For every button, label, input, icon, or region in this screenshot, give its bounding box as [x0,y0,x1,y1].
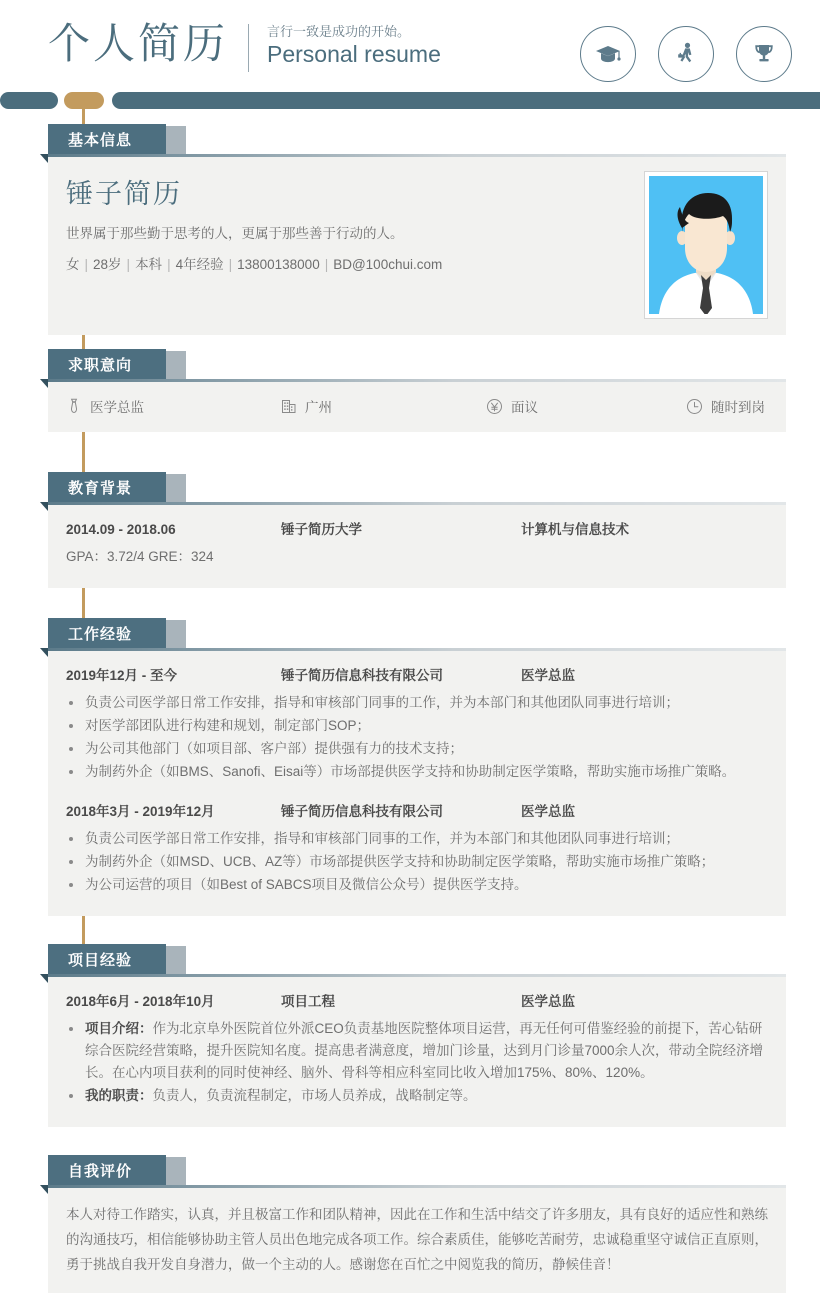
section-tab [166,351,186,379]
candidate-meta [66,254,442,276]
section-title-project: 项目经验 [68,951,133,969]
basic-info-text [66,171,442,276]
meta-phone: 13800138000 [237,257,320,272]
section-work-experience [0,618,820,916]
page-header [0,0,820,90]
section-basic-info [0,124,820,335]
section-tab [166,1157,186,1185]
work-role: 医学总监 [521,668,575,683]
section-title-evaluation: 自我评价 [68,1162,133,1180]
meta-gender: 女 [66,257,80,272]
ribbon-fold [40,974,48,983]
tie-icon [66,398,82,415]
section-title-work: 工作经验 [68,625,133,643]
divider-segment-left [0,92,58,109]
section-ribbon [48,944,166,974]
intent-city [281,396,486,416]
header-title-group [48,18,441,72]
avatar-photo [649,176,763,314]
intent-availability [686,396,765,416]
list-item [66,1018,768,1084]
intent-salary-label: 面议 [511,400,538,415]
meta-email: BD@100chui.com [333,257,443,272]
section-project-experience [0,944,820,1127]
education-school: 锤子简历大学 [281,522,362,537]
education-major: 计算机与信息技术 [521,522,629,537]
clock-icon [686,398,703,415]
meta-separator: | [84,257,89,272]
list-item: 负责公司医学部日常工作安排，指导和审核部门同事的工作，并为本部门和其他团队同事进行培训； [66,828,768,850]
section-self-evaluation [0,1155,820,1293]
project-bullet-text: 作为北京阜外医院首位外派CEO负责基地医院整体项目运营，再无任何可借鉴经验的前提下，苦心钻研综合医院经营策略，提升医院知名度。提高患者满意度，增加门诊量，达到月门诊量7000余人次，带动全院经济增长。在心内项目获利的同时使神经、脑外、骨科等相应科室同比收入增加175%、80%、120%。 [85,1021,764,1080]
header-subtitle-group [267,18,441,68]
building-icon [281,398,297,415]
section-body-work [48,651,786,916]
header-icon-group [580,26,792,82]
section-title-basic: 基本信息 [68,131,133,149]
ribbon-fold [40,502,48,511]
meta-separator: | [228,257,233,272]
section-body-education [48,505,786,588]
section-header-project [48,944,786,974]
section-tab [166,126,186,154]
section-header-education [48,472,786,502]
candidate-motto: 世界属于那些勤于思考的人，更属于那些善于行动的人。 [66,226,404,241]
intent-city-label: 广州 [305,400,332,415]
section-tab [166,946,186,974]
header-divider-bar [0,92,820,109]
project-bullet-label: 我的职责： [85,1088,153,1103]
trophy-icon [736,26,792,82]
list-item: 为公司运营的项目（如Best of SABCS项目及微信公众号）提供医学支持。 [66,874,768,896]
list-item: 为公司其他部门（如项目部、客户部）提供强有力的技术支持； [66,738,768,760]
ribbon-fold [40,154,48,163]
meta-separator: | [126,257,131,272]
section-ribbon [48,124,166,154]
intent-position [66,396,281,416]
self-evaluation-text: 本人对待工作踏实，认真，并且极富工作和团队精神，因此在工作和生活中结交了许多朋友，具有良好的适应性和熟练的沟通技巧，相信能够协助主管人员出色地完成各项工作。综合素质佳，能够吃苦耐劳，忠诚稳重坚守诚信正直原则，勇于挑战自我开发自身潜力，做一个主动的人。感谢您在百忙之中阅览我的简历，静候佳音！ [66,1207,768,1272]
list-item: 负责公司医学部日常工作安排，指导和审核部门同事的工作，并为本部门和其他团队同事进行培训； [66,692,768,714]
project-bullet-label: 项目介绍： [85,1021,153,1036]
section-header-basic [48,124,786,154]
work-bullet-list [66,692,768,783]
project-entry [66,991,768,1107]
ribbon-fold [40,648,48,657]
intent-availability-label: 随时到岗 [711,400,765,415]
section-body-basic [48,157,786,335]
project-role: 医学总监 [521,994,575,1009]
candidate-name: 锤子简历 [66,179,182,209]
project-date: 2018年6月 - 2018年10月 [66,994,215,1009]
list-item: 对医学部团队进行构建和规划，制定部门SOP； [66,715,768,737]
education-entry [66,519,768,568]
education-date: 2014.09 - 2018.06 [66,522,176,537]
meta-age: 28岁 [93,257,122,272]
section-ribbon [48,618,166,648]
list-item [66,1085,768,1107]
meta-experience: 4年经验 [175,257,224,272]
section-tab [166,474,186,502]
divider-segment-right [112,92,820,109]
work-date: 2019年12月 - 至今 [66,668,178,683]
section-job-intention [0,349,820,432]
graduation-cap-icon [580,26,636,82]
project-bullet-text: 负责人，负责流程制定，市场人员养成，战略制定等。 [152,1088,477,1103]
list-item: 为制药外企（如BMS、Sanofi、Eisai等）市场部提供医学支持和协助制定医学策略，帮助实施市场推广策略。 [66,761,768,783]
work-date: 2018年3月 - 2019年12月 [66,804,215,819]
work-company: 锤子简历信息科技有限公司 [281,668,443,683]
businessman-walking-icon [658,26,714,82]
section-tab [166,620,186,648]
section-body-project [48,977,786,1127]
section-title-education: 教育背景 [68,479,133,497]
page-title: 个人简历 [48,20,229,67]
title-divider [248,24,249,72]
ribbon-fold [40,379,48,388]
intent-salary [486,396,686,416]
list-item: 为制药外企（如MSD、UCB、AZ等）市场部提供医学支持和协助制定医学策略，帮助实施市场推广策略； [66,851,768,873]
section-body-evaluation [48,1188,786,1293]
project-name: 项目工程 [281,994,335,1009]
meta-separator: | [324,257,329,272]
section-header-intent [48,349,786,379]
section-ribbon [48,472,166,502]
section-body-intent [48,382,786,432]
section-ribbon [48,349,166,379]
meta-separator: | [167,257,171,272]
avatar [644,171,768,319]
intent-position-label: 医学总监 [90,400,144,415]
work-bullet-list [66,828,768,896]
section-title-intent: 求职意向 [68,356,133,374]
header-tagline-en: Personal resume [267,41,441,67]
yen-icon [486,398,503,415]
ribbon-fold [40,1185,48,1194]
section-header-work [48,618,786,648]
work-entry [66,801,768,896]
section-education [0,472,820,588]
education-scores: GPA：3.72/4 GRE：324 [66,549,214,564]
meta-degree: 本科 [135,257,163,272]
project-bullet-list [66,1018,768,1107]
work-company: 锤子简历信息科技有限公司 [281,804,443,819]
work-role: 医学总监 [521,804,575,819]
header-tagline-cn: 言行一致是成功的开始。 [267,24,411,39]
work-entry [66,665,768,783]
